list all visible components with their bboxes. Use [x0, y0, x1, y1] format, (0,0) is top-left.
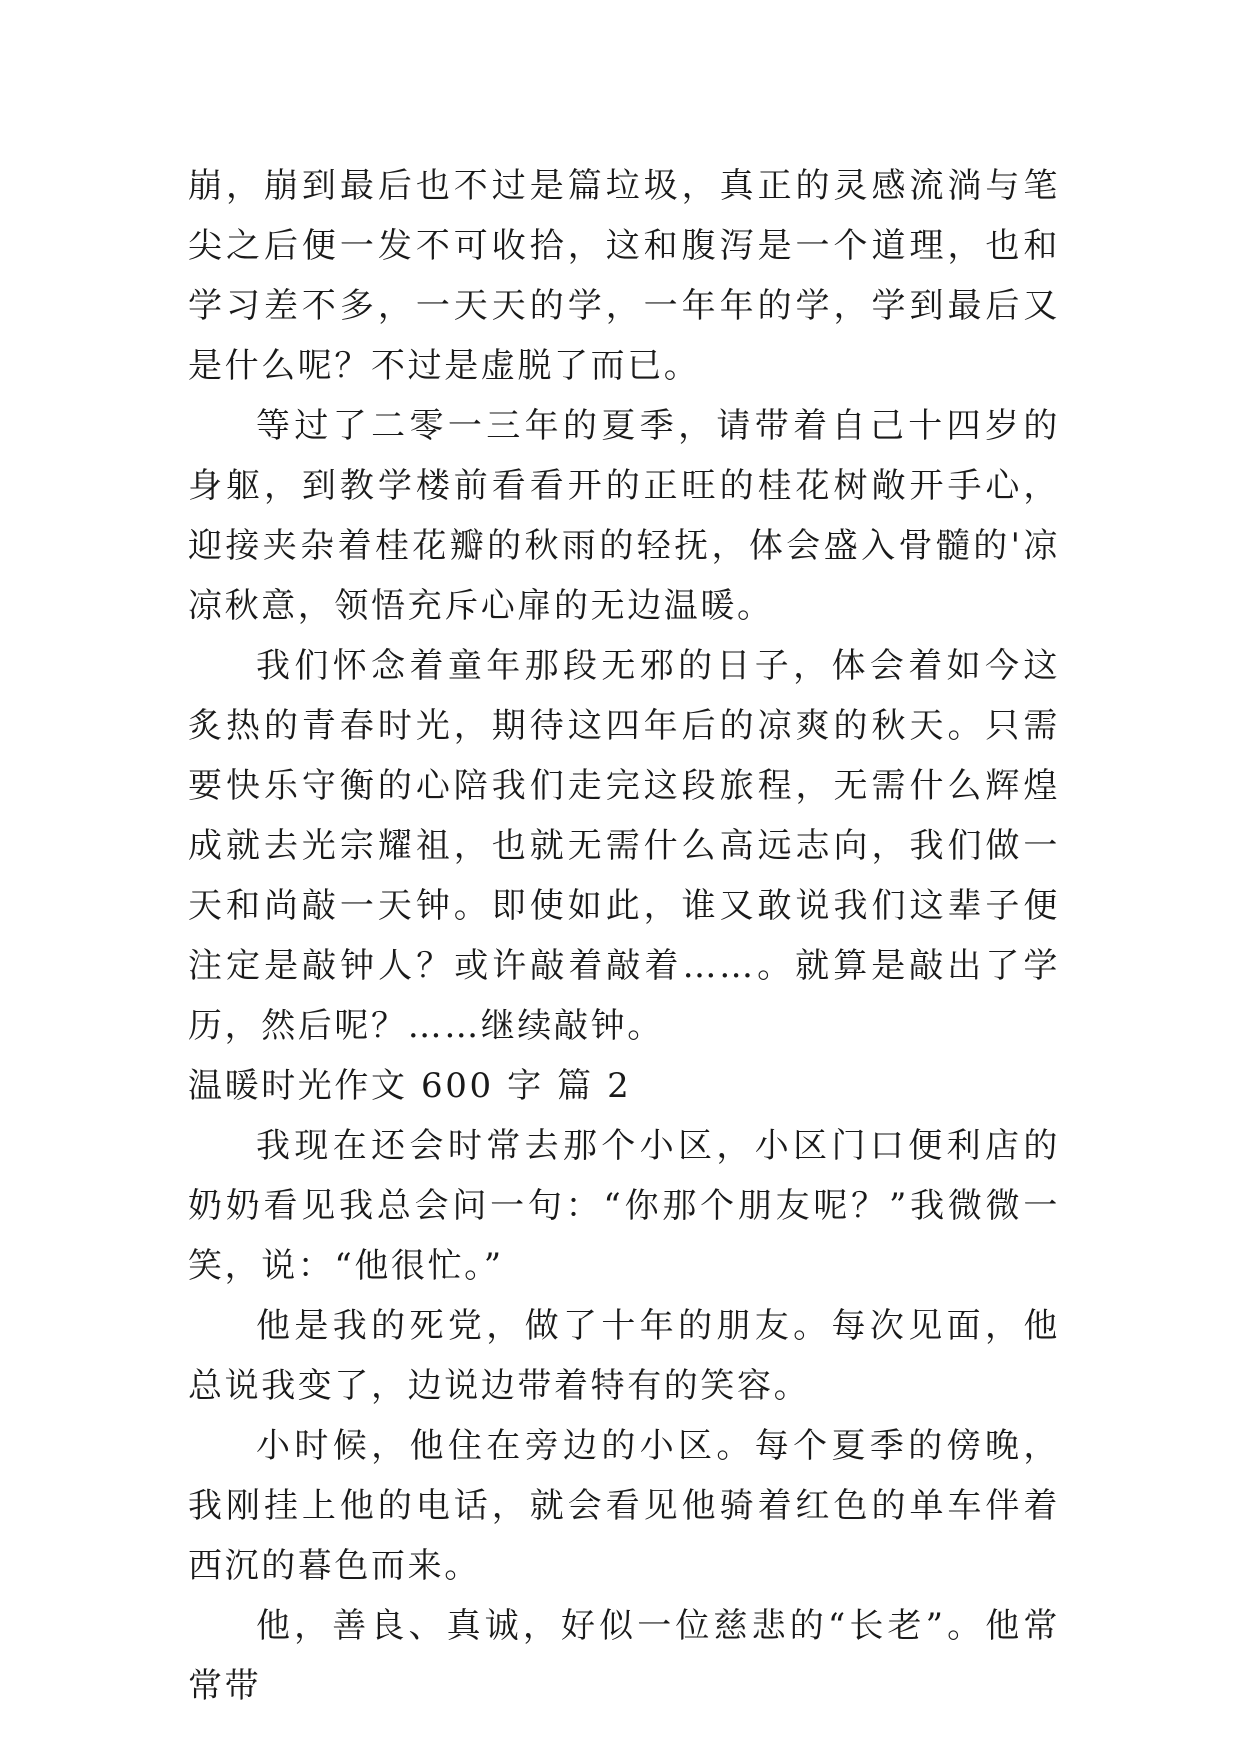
- section-heading: 温暖时光作文 600 字 篇 2: [188, 1066, 632, 1106]
- paragraph: 他是我的死党，做了十年的朋友。每次见面，他总说我变了，边说边带着特有的笑容。: [188, 1306, 1060, 1406]
- paragraph: 崩，崩到最后也不过是篇垃圾，真正的灵感流淌与笔尖之后便一发不可收拾，这和腹泻是一个道理，也和学习差不多，一天天的学，一年年的学，学到最后又是什么呢？不过是虚脱了而已。: [188, 166, 1060, 386]
- paragraph: 我现在还会时常去那个小区，小区门口便利店的奶奶看见我总会问一句：“你那个朋友呢？”我微微一笑，说：“他很忙。”: [188, 1126, 1060, 1286]
- paragraph: 我们怀念着童年那段无邪的日子，体会着如今这炙热的青春时光，期待这四年后的凉爽的秋天。只需要快乐守衡的心陪我们走完这段旅程，无需什么辉煌成就去光宗耀祖，也就无需什么高远志向，我们做一天和尚敲一天钟。即使如此，谁又敢说我们这辈子便注定是敲钟人？或许敲着敲着……。就算是敲出了学历，然后呢？……继续敲钟。: [188, 646, 1060, 1046]
- document-body: [188, 156, 1060, 1716]
- paragraph: 小时候，他住在旁边的小区。每个夏季的傍晚，我刚挂上他的电话，就会看见他骑着红色的单车伴着西沉的暮色而来。: [188, 1426, 1060, 1586]
- paragraph: 他，善良、真诚，好似一位慈悲的“长老”。他常常带: [188, 1606, 1060, 1706]
- paragraph: 等过了二零一三年的夏季，请带着自己十四岁的身躯，到教学楼前看看开的正旺的桂花树敞开手心，迎接夹杂着桂花瓣的秋雨的轻抚，体会盛入骨髓的'凉凉秋意，领悟充斥心扉的无边温暖。: [188, 406, 1060, 626]
